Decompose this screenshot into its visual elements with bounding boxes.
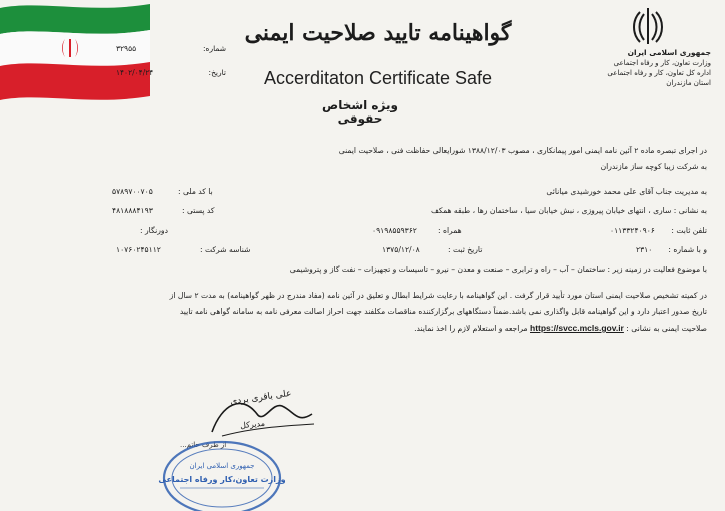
certificate-subtitle: ویژه اشخاص حقوقی (322, 98, 398, 126)
date-value: ۱۴۰۲/۰۴/۲۴ (116, 68, 154, 77)
paragraph-3-suffix: مراجعه و استعلام لازم را اخذ نمایند. (414, 324, 528, 333)
company-id-label: شناسه شرکت : (200, 245, 251, 254)
company-id-value: ۱۰۷۶۰۲۴۵۱۱۲ (116, 245, 161, 254)
ministry-label: وزارت تعاون، کار و رفاه اجتماعی (613, 59, 711, 67)
activity-field-line: با موضوع فعالیت در زمینه زیر : ساختمان – آب – راه و ترابری – صنعت و معدن – نیرو – تاسیسات و تجهیزات – نفت گاز و پتروشیمی (289, 265, 707, 274)
date-label: تاریخ: (208, 68, 226, 77)
signer-role: مدیرکل (239, 418, 266, 431)
province-office-label: اداره کل تعاون، کار و رفاه اجتماعی استان مازندران (607, 69, 711, 87)
certificate-title-en: Accerditaton Certificate Safe (263, 68, 493, 88)
ministry-header (591, 48, 711, 88)
registration-value: ۲۳۱۰ (636, 245, 653, 254)
national-id-value: ۵۷۸۹۷۰۰۷۰۵ (112, 187, 153, 196)
phone-label: تلفن ثابت : (671, 226, 707, 235)
certificate-number (116, 44, 226, 53)
national-id-label: با کد ملی : (178, 187, 213, 196)
verification-url-link[interactable]: https://svcc.mcls.gov.ir (530, 323, 624, 333)
registration-date-value: ۱۳۷۵/۱۲/۰۸ (382, 245, 420, 254)
mobile-label: همراه : (438, 226, 462, 235)
mobile-value: ۰۹۱۹۸۵۵۹۳۶۲ (372, 226, 417, 235)
postal-code-value: ۴۸۱۸۸۸۴۱۹۳ (112, 206, 153, 215)
paragraph-line-2: تاریخ صدور اعتبار دارد و این گواهینامه قابل واگذاری نمی باشد.ضمناً دستگاههای برگزارکننده مناقصات مکلفند جهت احراز اصالت معرفی نامه به سامانه گواهی نامه تایید (179, 307, 707, 316)
paragraph-3-prefix: صلاحیت ایمنی به نشانی : (626, 324, 707, 333)
company-name-line: به شرکت زیبا کوچه ساز مازندران (600, 162, 707, 171)
registration-date-label: تاریخ ثبت : (448, 245, 483, 254)
republic-label: جمهوری اسلامی ایران (627, 48, 711, 57)
certificate-title-fa: گواهینامه تایید صلاحیت ایمنی (244, 20, 512, 46)
iran-flag-icon (0, 0, 150, 110)
postal-code-label: کد پستی : (182, 206, 215, 215)
on-behalf-label: از طرف حاتم... (180, 441, 227, 449)
official-stamp-icon (158, 428, 286, 511)
number-label: شماره: (203, 44, 226, 53)
signer-name: علی باقری بردی (229, 388, 293, 408)
address-line: به نشانی : ساری ، انتهای خیابان پیروزی ، نبش خیابان سیا ، ساختمان رها ، طبقه همکف (431, 206, 707, 215)
body-line-1: در اجرای تبصره ماده ۲ آئین نامه ایمنی امور پیمانکاری ، مصوب ۱۳۸۸/۱۲/۰۳ شورایعالی حفاظت فنی ، صلاحیت ایمنی (338, 146, 707, 155)
registration-label: و با شماره : (668, 245, 707, 254)
phone-value: ۰۱۱۳۳۲۴۰۹۰۶ (610, 226, 655, 235)
paragraph-line-3 (414, 323, 707, 333)
paragraph-line-1: در کمیته تشخیص صلاحیت ایمنی استان مورد تأیید قرار گرفت . این گواهینامه با رعایت شرایط ابطال و تعلیق در آئین نامه (مفاد مندرج در ظهر گواهینامه) به مدت ۲ سال از (169, 291, 707, 300)
stamp-text-1: جمهوری اسلامی ایران (189, 462, 255, 470)
stamp-text-2: وزارت تعاون،کار ورفاه اجتماعی (158, 475, 286, 484)
number-value: ۳۲۹۵۵ (116, 44, 137, 53)
signature-field-label: دورنگار : (140, 226, 168, 235)
certificate-date (116, 68, 226, 77)
iran-emblem-icon (626, 4, 670, 48)
manager-line: به مدیریت جناب آقای علی محمد خورشیدی میانائی (546, 187, 707, 196)
